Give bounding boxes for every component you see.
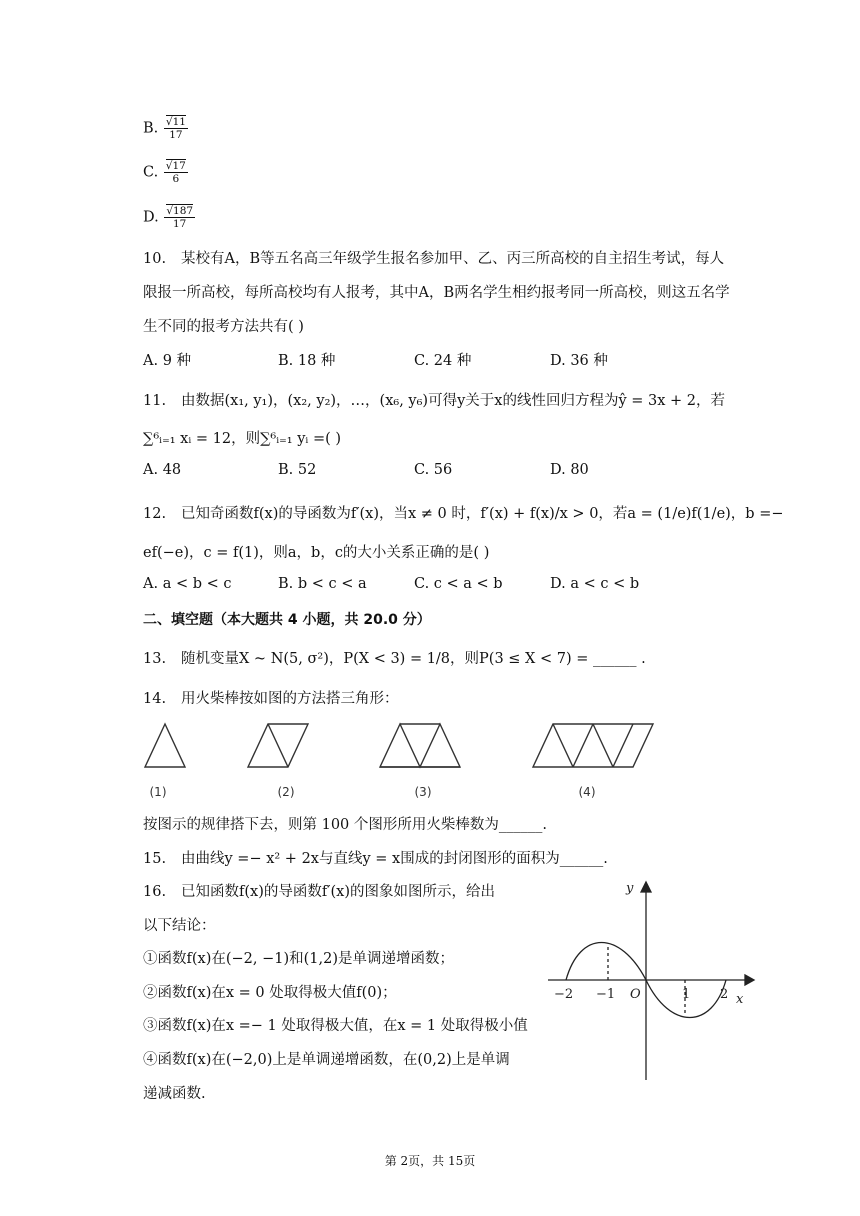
matchstick-triangles-figure — [140, 712, 680, 802]
conclusion-item: ③函数f(x)在x =− 1 处取得极大值，在x = 1 处取得极小值 — [143, 1018, 528, 1034]
question-text: ef(−e)，c = f(1)，则a，b，c的大小关系正确的是( ) — [143, 545, 490, 561]
question-text: 已知函数f(x)的导函数f′(x)的图象如图所示，给出 — [181, 884, 496, 900]
figure-label: (2) — [277, 785, 295, 799]
question-text: 由曲线y =− x² + 2x与直线y = x围成的封闭图形的面积为______. — [181, 851, 608, 867]
question-15 — [143, 847, 608, 868]
question-text: 随机变量X ~ N(5, σ²)，P(X < 3) = 1/8，则P(3 ≤ X < 7) = ______ . — [181, 651, 646, 667]
conclusion-item: ②函数f(x)在x = 0 处取得极大值f(0)； — [143, 985, 397, 1001]
triangle-figure-1 — [145, 724, 185, 767]
option-a: A. a < b < c — [143, 576, 232, 592]
option-c: C. 24 种 — [414, 353, 472, 369]
option-c: C. 56 — [414, 462, 453, 478]
question-number: 15. — [143, 851, 167, 867]
question-text: 按图示的规律搭下去，则第 100 个图形所用火柴棒数为______. — [143, 817, 548, 833]
option-d — [143, 205, 196, 230]
question-11 — [143, 389, 725, 410]
conclusion-item: ④函数f(x)在(−2,0)上是单调递增函数，在(0,2)上是单调 — [143, 1052, 510, 1068]
question-16 — [143, 880, 495, 901]
fraction: $\frac{√11}{17}$ — [165, 116, 186, 141]
question-number: 10. — [143, 251, 167, 267]
question-text: 生不同的报考方法共有( ) — [143, 319, 304, 335]
tick-label: 2 — [720, 987, 729, 1002]
question-text: 已知奇函数f(x)的导函数为f′(x)，当x ≠ 0 时，f′(x) + f(x)/x > 0，若a = (1/e)f(1/e)，b =− — [181, 506, 784, 522]
option-label: C. — [143, 164, 159, 181]
question-10 — [143, 247, 724, 268]
question-12 — [143, 502, 784, 523]
option-b: B. 52 — [278, 462, 317, 478]
question-13 — [143, 647, 646, 668]
question-number: 11. — [143, 393, 167, 409]
option-label: D. — [143, 209, 159, 226]
question-text: 由数据(x₁, y₁)，(x₂, y₂)，…，(x₆, y₆)可得y关于x的线性回归方程为ŷ = 3x + 2，若 — [181, 393, 726, 409]
option-b: B. b < c < a — [278, 576, 367, 592]
option-d: D. a < c < b — [550, 576, 640, 592]
option-a: A. 9 种 — [143, 353, 192, 369]
tick-label: −2 — [554, 987, 574, 1002]
derivative-graph — [540, 870, 760, 1085]
question-text: 限报一所高校，每所高校均有人报考，其中A，B两名学生相约报考同一所高校，则这五名学 — [143, 285, 730, 301]
option-b: B. 18 种 — [278, 353, 336, 369]
option-c — [143, 160, 189, 185]
figure-label: (1) — [149, 785, 167, 799]
option-label: B. — [143, 120, 159, 137]
option-d: D. 36 种 — [550, 353, 608, 369]
tick-label: 1 — [682, 987, 691, 1002]
origin-label: O — [630, 987, 641, 1002]
section-heading: 二、填空题（本大题共 4 小题，共 20.0 分） — [143, 612, 431, 628]
tick-label: −1 — [596, 987, 616, 1002]
question-text: 以下结论： — [143, 918, 216, 934]
fraction: $\frac{√17}{6}$ — [165, 160, 186, 185]
triangle-figure-3 — [380, 724, 460, 767]
option-b — [143, 116, 189, 141]
question-text: 用火柴棒按如图的方法搭三角形： — [181, 691, 399, 707]
question-text: 某校有A，B等五名高三年级学生报名参加甲、乙、丙三所高校的自主招生考试，每人 — [181, 251, 725, 267]
question-number: 13. — [143, 651, 167, 667]
figure-label: (3) — [414, 785, 432, 799]
option-a: A. 48 — [143, 462, 182, 478]
page-footer: 第 2页，共 15页 — [384, 1154, 476, 1168]
triangle-figure-4 — [533, 724, 653, 767]
x-axis-label: x — [736, 992, 744, 1007]
y-axis-label: y — [626, 881, 634, 896]
question-text: ∑⁶ᵢ₌₁ xᵢ = 12，则∑⁶ᵢ₌₁ yᵢ =( ) — [143, 431, 342, 447]
figure-label: (4) — [578, 785, 596, 799]
question-14 — [143, 687, 399, 708]
question-number: 12. — [143, 506, 167, 522]
question-number: 14. — [143, 691, 167, 707]
fraction: $\frac{√187}{17}$ — [166, 205, 194, 230]
option-d: D. 80 — [550, 462, 589, 478]
question-text: 递减函数. — [143, 1086, 206, 1102]
option-c: C. c < a < b — [414, 576, 503, 592]
conclusion-item: ①函数f(x)在(−2, −1)和(1,2)是单调递增函数； — [143, 951, 455, 967]
question-number: 16. — [143, 884, 167, 900]
